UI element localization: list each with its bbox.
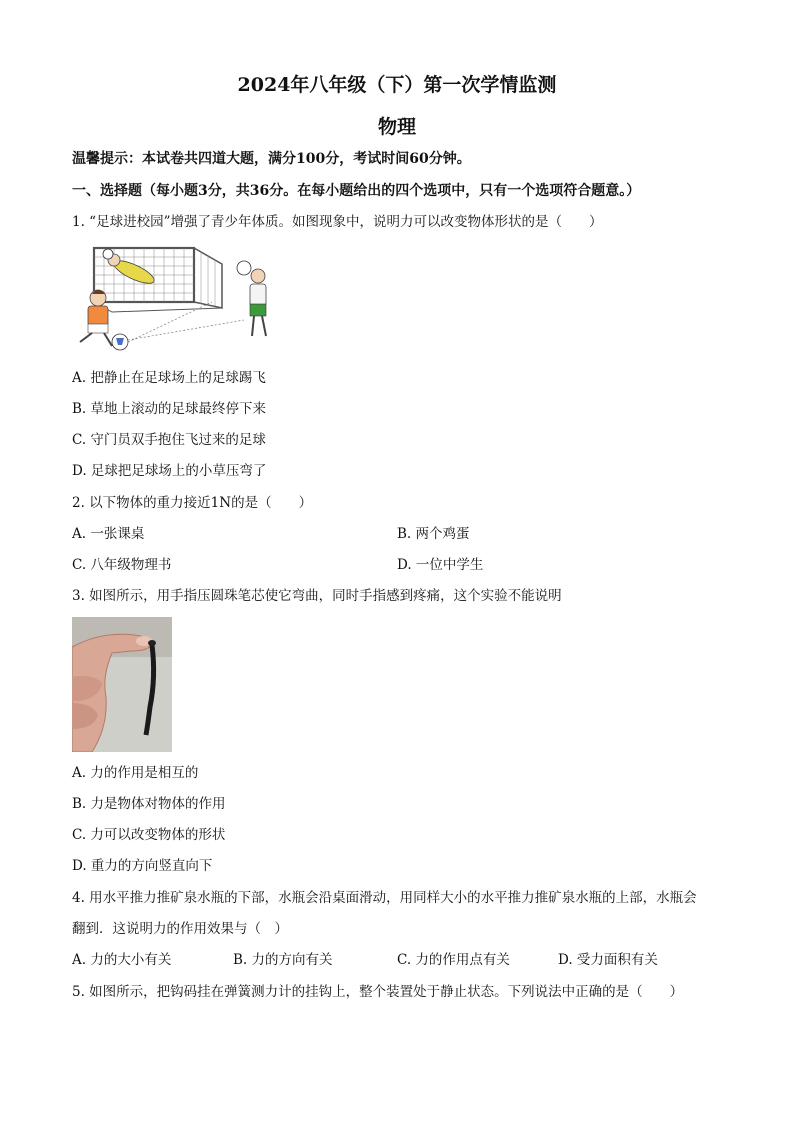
question-3-option-b: B. 力是物体对物体的作用 [72, 796, 226, 812]
question-3-option-a: A. 力的作用是相互的 [72, 765, 199, 781]
section-heading: 一、选择题（每小题3分，共36分。在每小题给出的四个选项中，只有一个选项符合题意。） [72, 183, 641, 199]
soccer-figure [72, 242, 282, 354]
question-5-stem: 5. 如图所示，把钩码挂在弹簧测力计的挂钩上，整个装置处于静止状态。下列说法中正确的是（ ） [72, 984, 684, 1000]
question-4-option-a: A. 力的大小有关 [72, 952, 172, 968]
question-4-stem-line-1: 4. 用水平推力推矿泉水瓶的下部，水瓶会沿桌面滑动，用同样大小的水平推力推矿泉水瓶的上部，水瓶会 [72, 890, 697, 906]
question-1-stem: 1. “足球进校园”增强了青少年体质。如图现象中，说明力可以改变物体形状的是（ ） [72, 214, 603, 230]
question-3-option-d: D. 重力的方向竖直向下 [72, 858, 213, 874]
question-4-stem-line-2: 翻到．这说明力的作用效果与（ ） [72, 921, 288, 937]
question-2-option-c: C. 八年级物理书 [72, 557, 172, 573]
question-2-stem: 2. 以下物体的重力接近1N的是（ ） [72, 495, 313, 511]
question-3-stem: 3. 如图所示，用手指压圆珠笔芯使它弯曲，同时手指感到疼痛，这个实验不能说明 [72, 588, 562, 604]
question-4-option-d: D. 受力面积有关 [558, 952, 658, 968]
question-2-option-a: A. 一张课桌 [72, 526, 145, 542]
subject-title: 物理 [377, 116, 416, 138]
question-1-option-d: D. 足球把足球场上的小草压弯了 [72, 463, 267, 479]
question-1-option-a: A. 把静止在足球场上的足球踢飞 [72, 370, 266, 386]
notice: 温馨提示：本试卷共四道大题，满分100分，考试时间60分钟。 [72, 151, 471, 167]
exam-title: 2024年八年级（下）第一次学情监测 [237, 74, 557, 96]
question-4-option-b: B. 力的方向有关 [233, 952, 333, 968]
question-1-option-b: B. 草地上滚动的足球最终停下来 [72, 401, 267, 417]
pen-refill-photo [72, 617, 172, 752]
question-2-option-b: B. 两个鸡蛋 [397, 526, 470, 542]
question-1-option-c: C. 守门员双手抱住飞过来的足球 [72, 432, 266, 448]
question-2-option-d: D. 一位中学生 [397, 557, 484, 573]
question-3-option-c: C. 力可以改变物体的形状 [72, 827, 226, 843]
question-4-option-c: C. 力的作用点有关 [397, 952, 510, 968]
